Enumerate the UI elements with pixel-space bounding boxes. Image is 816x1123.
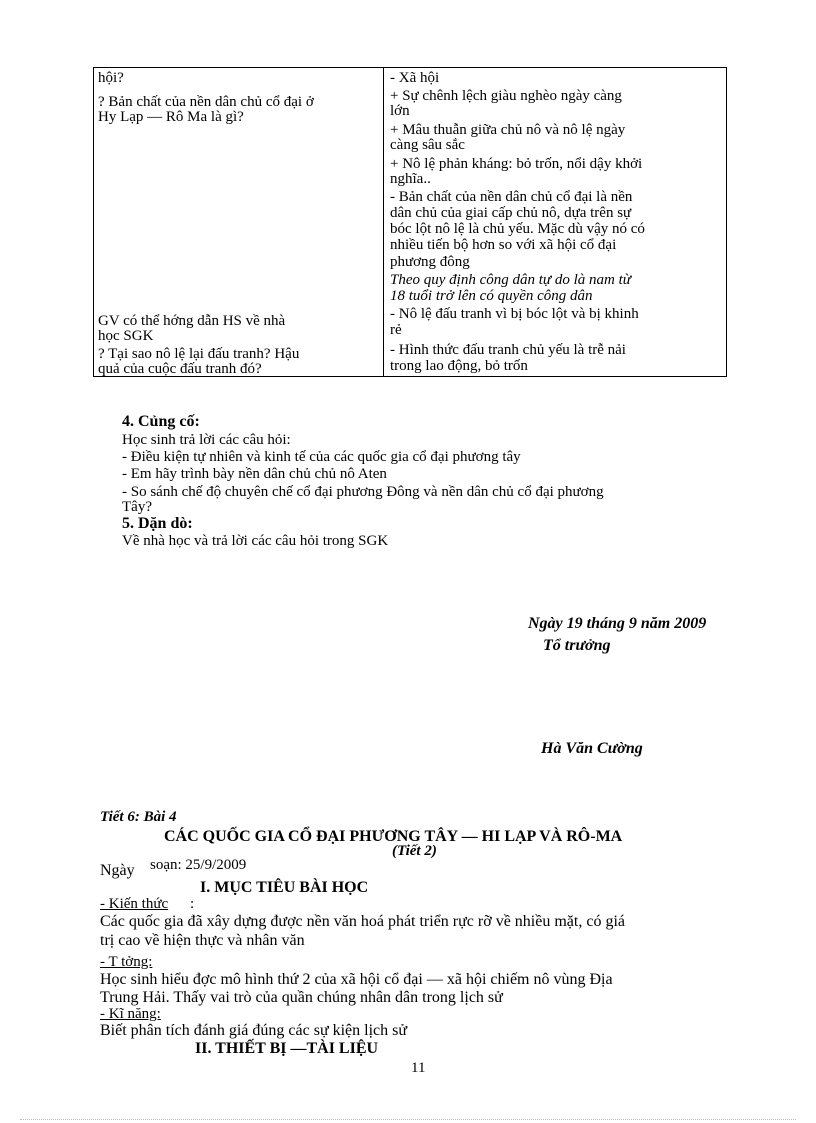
table-right-line: lớn [390, 103, 410, 119]
table-right-line: nhiều tiến bộ hơn so với xã hội cổ đại [390, 237, 617, 253]
text-line: Về nhà học và trả lời các câu hỏi trong SGK [122, 533, 389, 549]
thought-label: - T tởng: [100, 954, 153, 970]
table-right-line: nghĩa.. [390, 171, 431, 187]
text-line: Học sinh trả lời các câu hỏi: [122, 432, 291, 448]
signature-name: Hà Văn Cường [541, 740, 643, 757]
table-right-line: - Nô lệ đấu tranh vì bị bóc lột và bị khinh [390, 306, 639, 322]
page-number: 11 [411, 1060, 426, 1076]
section-heading: 5. Dặn dò: [122, 515, 193, 532]
text-line: - Em hãy trình bày nền dân chủ chủ nô Aten [122, 466, 387, 482]
table-left-line: quả của cuộc đấu tranh đó? [98, 361, 262, 377]
table-left-line: ? Tại sao nô lệ lại đấu tranh? Hậu [98, 346, 300, 362]
section-heading: 4. Củng cố: [122, 413, 200, 430]
table-right-line: bóc lột nô lệ là chủ yếu. Mặc dù vậy nó có [390, 221, 645, 237]
table-right-line: dân chủ của giai cấp chủ nô, dựa trên sự [390, 205, 632, 221]
lesson-title: CÁC QUỐC GIA CỔ ĐẠI PHƯƠNG TÂY — HI LẠP VÀ RÔ-MA [164, 828, 623, 845]
lesson-subtitle: (Tiết 2) [392, 843, 437, 859]
table-right-line-italic: Theo quy định công dân tự do là nam từ [390, 272, 631, 288]
skill-label: - Kĩ năng: [100, 1006, 161, 1022]
table-right-line: + Mâu thuẫn giữa chủ nô và nô lệ ngày [390, 122, 626, 138]
section-heading: I. MỤC TIÊU BÀI HỌC [200, 879, 369, 896]
table-right-line: càng sâu sắc [390, 137, 465, 153]
knowledge-colon: : [190, 896, 195, 912]
signature-date: Ngày 19 tháng 9 năm 2009 [528, 615, 707, 632]
text-line: Biết phân tích đánh giá đúng các sự kiện lịch sử [100, 1022, 408, 1039]
text-line: trị cao về hiện thực và nhân văn [100, 932, 305, 949]
column-divider [383, 68, 384, 376]
date-label: Ngày [100, 862, 135, 879]
section-heading: II. THIẾT BỊ —TÀI LIỆU [195, 1040, 379, 1057]
table-left-line: GV có thể hớng dẫn HS về nhà [98, 313, 286, 329]
table-right-line: + Nô lệ phản kháng: bỏ trốn, nổi dậy khởi [390, 156, 643, 172]
table-right-line: phương đông [390, 254, 470, 270]
text-line: Học sinh hiểu đợc mô hình thứ 2 của xã hội cổ đại — xã hội chiếm nô vùng Địa [100, 971, 613, 988]
page-bottom-divider [20, 1119, 796, 1120]
table-right-line: trong lao động, bỏ trốn [390, 358, 528, 374]
table-right-line: - Xã hội [390, 70, 440, 86]
table-right-line: - Hình thức đấu tranh chủ yếu là trễ nải [390, 342, 626, 358]
table-right-line: rẻ [390, 322, 402, 338]
date-value: soạn: 25/9/2009 [150, 857, 247, 873]
text-line: Trung Hải. Thấy vai trò của quần chúng nhân dân trong lịch sử [100, 989, 503, 1006]
lesson-number: Tiết 6: Bài 4 [100, 809, 177, 825]
table-left-line: Hy Lạp — Rô Ma là gì? [98, 109, 244, 125]
text-line: Tây? [122, 499, 152, 515]
text-line: Các quốc gia đã xây dựng được nền văn hoá phát triển rực rỡ về nhiều mặt, có giá [100, 913, 625, 930]
table-right-line-italic: 18 tuổi trở lên có quyền công dân [390, 288, 593, 304]
knowledge-label: - Kiến thức [100, 896, 169, 912]
signature-role: Tổ trưởng [543, 637, 611, 654]
table-left-line: học SGK [98, 328, 154, 344]
table-right-line: - Bản chất của nền dân chủ cổ đại là nền [390, 189, 633, 205]
table-right-line: + Sự chênh lệch giàu nghèo ngày càng [390, 88, 622, 104]
table-left-line: ? Bản chất của nền dân chủ cổ đại ở [98, 94, 314, 110]
text-line: - So sánh chế độ chuyên chế cổ đại phương Đông và nền dân chủ cổ đại phương [122, 484, 604, 500]
text-line: - Điều kiện tự nhiên và kinh tế của các quốc gia cổ đại phương tây [122, 449, 521, 465]
table-left-line: hội? [98, 70, 124, 86]
